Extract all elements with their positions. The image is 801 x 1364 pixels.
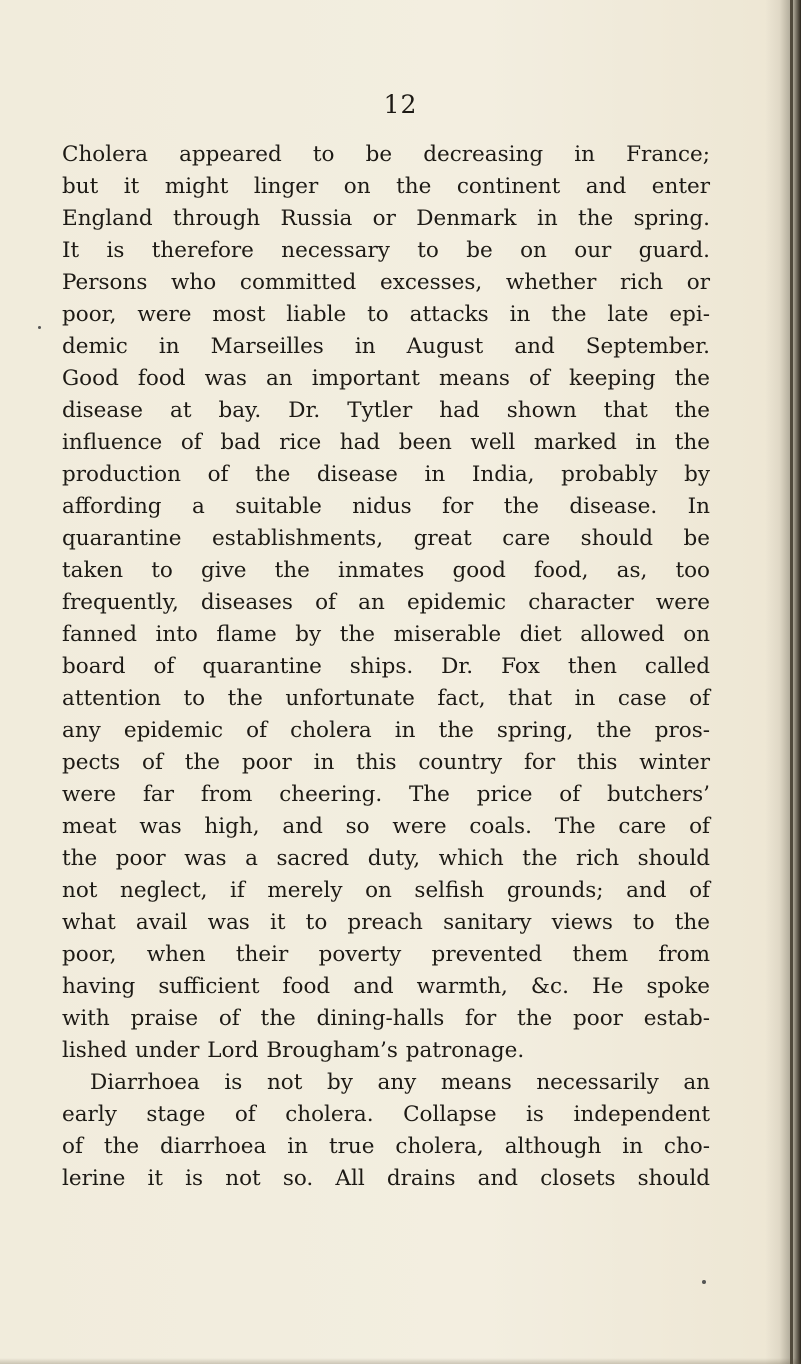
text-line: lerine it is not so. All drains and closets should bbox=[62, 1166, 710, 1191]
ink-speck bbox=[702, 1280, 706, 1284]
text-line: frequently, diseases of an epidemic character were bbox=[62, 590, 710, 615]
text-line: influence of bad rice had been well marked in the bbox=[62, 430, 710, 455]
body-text bbox=[62, 139, 710, 1195]
text-line: production of the disease in India, probably by bbox=[62, 462, 710, 487]
text-line: the poor was a sacred duty, which the rich should bbox=[62, 846, 710, 871]
text-line: Cholera appeared to be decreasing in France; bbox=[62, 142, 710, 167]
text-line: affording a suitable nidus for the disease. In bbox=[62, 494, 710, 519]
text-line: were far from cheering. The price of butchers’ bbox=[62, 782, 710, 807]
text-line: what avail was it to preach sanitary views to the bbox=[62, 910, 710, 935]
book-gutter-edge bbox=[790, 0, 793, 1364]
text-line: lished under Lord Brougham’s patronage. bbox=[62, 1038, 525, 1063]
page-number: 12 bbox=[383, 90, 418, 119]
text-line: taken to give the inmates good food, as, too bbox=[62, 558, 710, 583]
ink-speck bbox=[38, 326, 41, 329]
page-bottom-edge bbox=[0, 1358, 801, 1364]
text-line: meat was high, and so were coals. The care of bbox=[62, 814, 710, 839]
text-line: Persons who committed excesses, whether rich or bbox=[62, 270, 710, 295]
text-line: with praise of the dining-halls for the poor estab- bbox=[62, 1006, 710, 1031]
text-line: not neglect, if merely on selfish grounds; and of bbox=[62, 878, 710, 903]
text-line: attention to the unfortunate fact, that in case of bbox=[62, 686, 710, 711]
text-line: but it might linger on the continent and enter bbox=[62, 174, 710, 199]
text-line: fanned into flame by the miserable diet allowed on bbox=[62, 622, 710, 647]
text-line: of the diarrhoea in true cholera, although in cho- bbox=[62, 1134, 710, 1159]
text-line: quarantine establishments, great care should be bbox=[62, 526, 710, 551]
text-line: poor, were most liable to attacks in the late epi- bbox=[62, 302, 710, 327]
book-gutter-shadow bbox=[765, 0, 801, 1364]
paragraph-first-line: Diarrhoea is not by any means necessarily an bbox=[90, 1070, 710, 1095]
text-line: having sufficient food and warmth, &c. He spoke bbox=[62, 974, 710, 999]
text-line: It is therefore necessary to be on our guard. bbox=[62, 238, 710, 263]
text-line: demic in Marseilles in August and September. bbox=[62, 334, 710, 359]
text-line: England through Russia or Denmark in the spring. bbox=[62, 206, 710, 231]
text-line: poor, when their poverty prevented them from bbox=[62, 942, 710, 967]
text-line: early stage of cholera. Collapse is independent bbox=[62, 1102, 710, 1127]
text-line: Good food was an important means of keeping the bbox=[62, 366, 710, 391]
text-line: any epidemic of cholera in the spring, the pros- bbox=[62, 718, 710, 743]
text-line: board of quarantine ships. Dr. Fox then called bbox=[62, 654, 710, 679]
text-line: pects of the poor in this country for this winter bbox=[62, 750, 710, 775]
text-line: disease at bay. Dr. Tytler had shown that the bbox=[62, 398, 710, 423]
